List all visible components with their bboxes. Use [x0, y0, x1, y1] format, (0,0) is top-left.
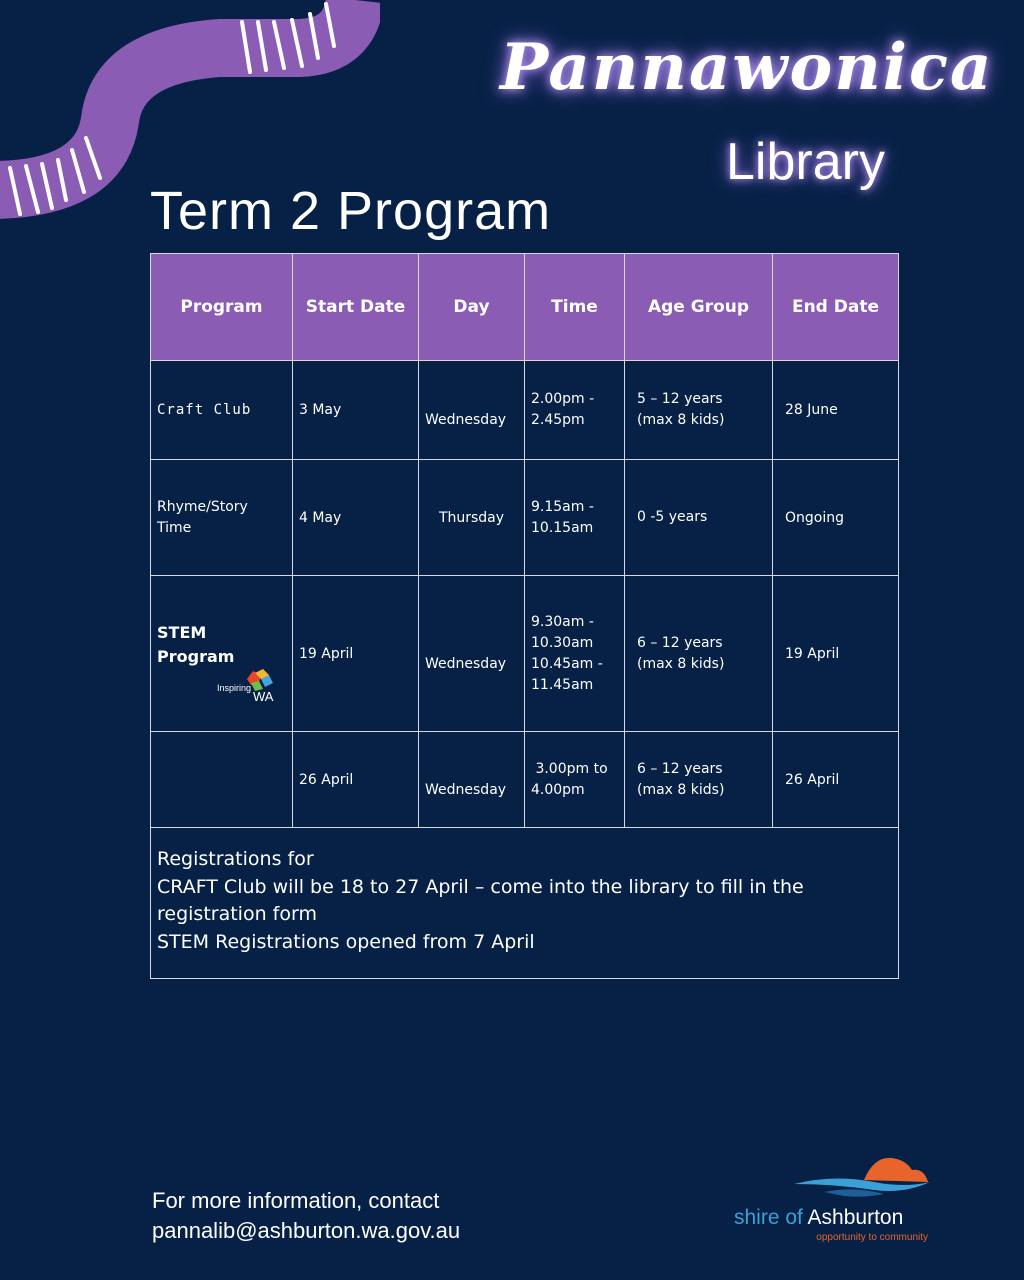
time-cell: 9.30am - 10.30am 10.45am - 11.45am — [525, 576, 625, 732]
start-date-cell: 19 April — [293, 576, 419, 732]
day-cell: Wednesday — [419, 361, 525, 460]
program-stem-cell — [151, 576, 293, 732]
shire-tagline: opportunity to community — [816, 1232, 928, 1243]
inspiring-wa-logo — [217, 671, 281, 705]
notes-row — [151, 828, 899, 979]
program-stem: STEM Program — [157, 622, 235, 666]
library-name: Pannawonica — [500, 30, 994, 105]
day-cell: Thursday — [419, 460, 525, 576]
end-date-cell: 19 April — [773, 576, 899, 732]
age-group-cell: 5 – 12 years (max 8 kids) — [625, 361, 773, 460]
age-group-cell: 0 -5 years — [625, 460, 773, 576]
shire-name — [734, 1206, 903, 1230]
day-cell: Wednesday — [419, 576, 525, 732]
library-subtitle: Library — [726, 133, 885, 191]
column-header-start-date: Start Date — [293, 254, 419, 361]
footer-contact — [152, 1186, 460, 1247]
column-header-day: Day — [419, 254, 525, 361]
table-row — [151, 576, 899, 732]
notes-line: Registrations for — [157, 848, 314, 870]
table-header-row — [151, 254, 899, 361]
end-date-cell: 26 April — [773, 732, 899, 828]
start-date-cell: 4 May — [293, 460, 419, 576]
shire-name-prefix: shire of — [734, 1206, 808, 1229]
age-group-cell: 6 – 12 years (max 8 kids) — [625, 576, 773, 732]
footer-contact-line: For more information, contact — [152, 1188, 440, 1213]
time-cell: 3.00pm to 4.00pm — [525, 732, 625, 828]
notes-line: STEM Registrations opened from 7 April — [157, 930, 535, 953]
shire-name-main: Ashburton — [807, 1206, 904, 1229]
end-date-cell: 28 June — [773, 361, 899, 460]
start-date-cell: 3 May — [293, 361, 419, 460]
shire-of-ashburton-logo — [734, 1152, 934, 1252]
program-table — [150, 253, 899, 979]
time-cell: 2.00pm - 2.45pm — [525, 361, 625, 460]
column-header-program: Program — [151, 254, 293, 361]
program-craft-club: Craft Club — [151, 361, 293, 460]
inspiring-word: Inspiring — [217, 682, 252, 693]
program-cell-empty — [151, 732, 293, 828]
column-header-time: Time — [525, 254, 625, 361]
end-date-cell: Ongoing — [773, 460, 899, 576]
table-row — [151, 732, 899, 828]
time-cell: 9.15am - 10.15am — [525, 460, 625, 576]
table-row — [151, 460, 899, 576]
page-title: Term 2 Program — [150, 181, 552, 241]
column-header-end-date: End Date — [773, 254, 899, 361]
table-row — [151, 361, 899, 460]
age-group-cell: 6 – 12 years (max 8 kids) — [625, 732, 773, 828]
inspiring-wa: WA — [253, 688, 274, 704]
footer-email-link[interactable]: pannalib@ashburton.wa.gov.au — [152, 1218, 461, 1244]
program-rhyme-story-time: Rhyme/Story Time — [151, 460, 293, 576]
notes-line: CRAFT Club will be 18 to 27 April – come into the library to fill in the registration form — [157, 875, 804, 926]
start-date-cell: 26 April — [293, 732, 419, 828]
column-header-age-group: Age Group — [625, 254, 773, 361]
day-cell: Wednesday — [419, 732, 525, 828]
registration-notes — [151, 828, 899, 979]
shire-wave-icon — [734, 1152, 934, 1204]
